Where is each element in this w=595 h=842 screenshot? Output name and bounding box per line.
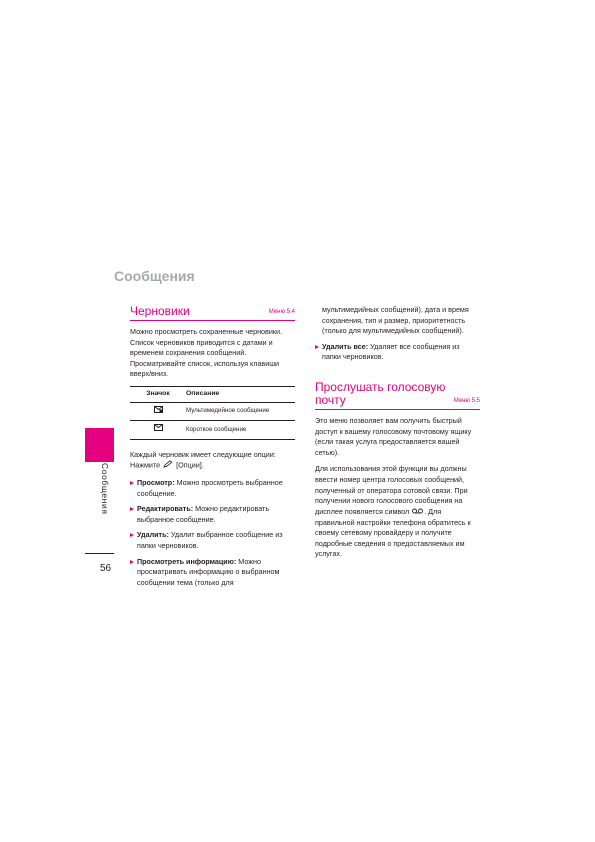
list-item [130, 557, 295, 589]
option-name: Просмотреть информацию: [137, 556, 237, 566]
pencil-icon [163, 460, 173, 472]
voicemail-para1: Это меню позволяет вам получить быстрый доступ к вашему голосовому почтовому ящику (если такая услуга предоставляется вашей сетью). [315, 415, 472, 457]
option-text: Можно просматривать информацию о выбранном сообщении тема (только для [137, 556, 280, 587]
table-row [130, 402, 295, 421]
drafts-title: Черновики [130, 304, 190, 318]
options-continued-text: мультимедийных сообщений), дата и время сохранения, тип и размер, приоритетность (только для мультимедийных сообщений). [322, 305, 469, 336]
table-cell-description: Мультимедийное сообщение [186, 402, 295, 421]
option-name: Просмотр: [137, 477, 175, 487]
options-intro [130, 450, 295, 472]
voicemail-para2-start: Для использования этой функции вы должны ввести номер центра голосовых сообщений, полученный от оператора сотовой связи. При получении нового голосового сообщения на дисплее появляется символ [315, 464, 468, 516]
voicemail-icon [412, 507, 423, 518]
page-number-rule [85, 553, 114, 554]
voicemail-title-line2: почту [315, 392, 346, 407]
option-text: Удаляет все сообщения из папки черновиков. [322, 341, 460, 362]
side-tab-label: Сообщения [100, 463, 110, 515]
list-item [130, 504, 295, 525]
multimedia-message-icon [130, 402, 186, 421]
list-item [130, 530, 295, 551]
option-name: Удалить: [137, 530, 169, 540]
voicemail-title [315, 381, 445, 407]
list-item [130, 478, 295, 499]
delete-all-list [315, 342, 480, 363]
press-text: Нажмите [130, 461, 161, 471]
options-softkey-label: [Опции]. [176, 461, 204, 471]
option-text: Удалит выбранное сообщение из папки черновиков. [137, 530, 283, 550]
drafts-intro: Можно просмотреть сохраненные черновики. Список черновиков приводится с датами и временем сохранения сообщений. Просматривайте список, используя клавиши вверх/вниз. [130, 327, 283, 379]
voicemail-para2 [315, 464, 480, 560]
chapter-title: Сообщения [114, 268, 195, 284]
table-row [130, 421, 295, 440]
voicemail-heading [315, 381, 480, 410]
list-item [315, 342, 480, 363]
table-cell-description: Короткое сообщение [186, 421, 295, 440]
icon-table [130, 386, 295, 440]
options-intro-text: Каждый черновик имеет следующие опции: [130, 449, 276, 459]
drafts-heading [130, 305, 295, 321]
option-name: Удалить все: [322, 341, 369, 351]
short-message-icon [130, 421, 186, 440]
option-text: Можно просмотреть выбранное сообщение. [137, 477, 283, 498]
description-column-header: Описание [186, 386, 295, 402]
option-text: Можно редактировать выбранное сообщение. [137, 504, 270, 524]
side-tab-bar [85, 428, 114, 462]
page-number: 56 [100, 563, 112, 574]
drafts-menu-number: Меню 5.4 [268, 309, 295, 316]
voicemail-title-line1: Прослушать голосовую [315, 379, 446, 394]
icon-column-header: Значок [130, 386, 186, 402]
right-column [315, 305, 480, 566]
drafts-options-list [130, 478, 295, 588]
left-column [130, 305, 295, 593]
option-name: Редактировать: [137, 504, 194, 514]
voicemail-para2-end: . Для правильной настройки телефона обратитесь к своему сетевому провайдеру и получите подробные сведения о предоставляемых им услугах. [315, 506, 471, 559]
voicemail-menu-number: Меню 5.5 [453, 398, 480, 405]
